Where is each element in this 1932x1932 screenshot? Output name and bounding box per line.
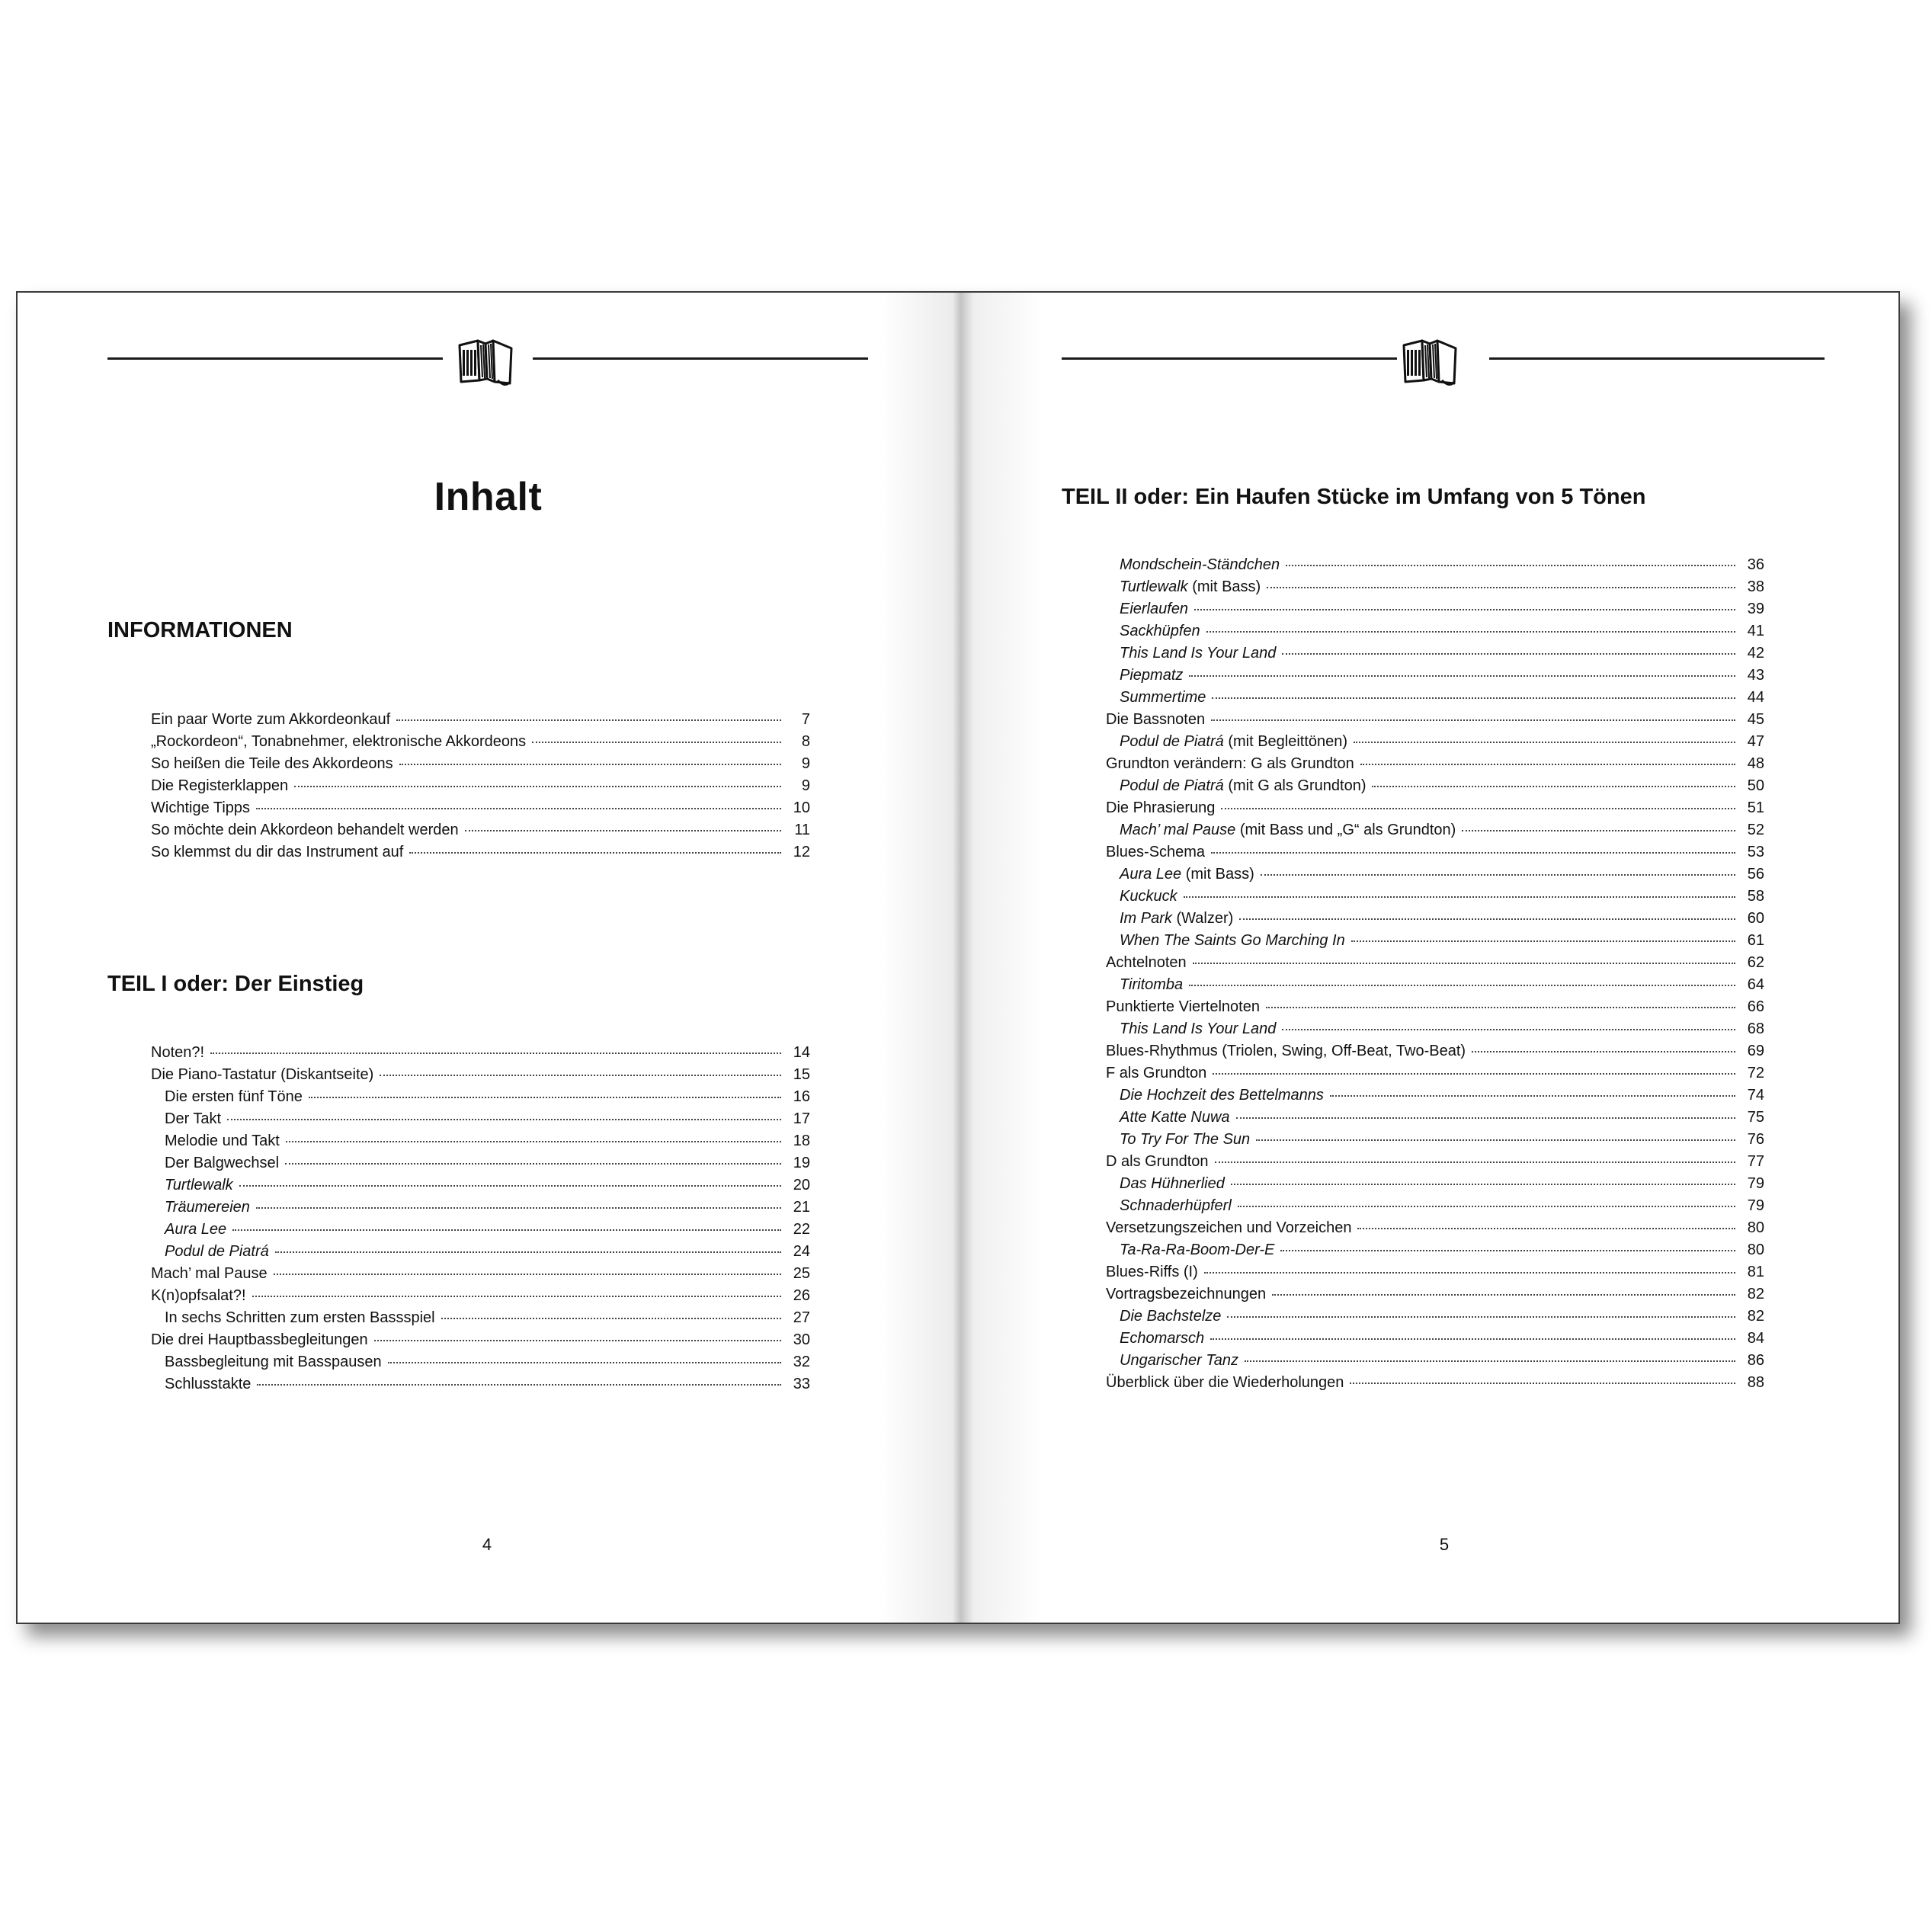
toc-entry-title-suffix: (mit Begleittönen)	[1223, 733, 1348, 750]
toc-entry-title-text: Wichtige Tipps	[151, 799, 251, 816]
section-heading-informationen: INFORMATIONEN	[107, 618, 293, 642]
toc-dot-leader	[1360, 750, 1735, 765]
toc-entry-title-text: Der Takt	[165, 1110, 222, 1127]
toc-entry-title-text: Blues-Riffs (I)	[1106, 1264, 1198, 1280]
toc-entry-title	[151, 841, 403, 863]
toc-entry-page: 8	[801, 733, 810, 750]
toc-dot-leader	[1261, 860, 1735, 876]
header-rule-left	[107, 357, 443, 360]
toc-entry-title-text: This Land Is Your Land	[1120, 1020, 1277, 1037]
right-page	[959, 293, 1898, 1623]
toc-entry-title-text: So heißen die Teile des Akkordeons	[151, 755, 393, 772]
toc-dot-leader	[252, 1282, 781, 1297]
toc-dot-leader	[1238, 1192, 1735, 1207]
toc-entry-title-text: K(n)opfsalat?!	[151, 1287, 246, 1304]
toc-entry-title-text: Die Hochzeit des Bettelmanns	[1120, 1087, 1324, 1104]
toc-entry-page: 9	[801, 755, 810, 772]
toc-list-teil-1	[151, 1042, 810, 1395]
toc-entry-page: 56	[1747, 866, 1764, 883]
toc-entry-page: 79	[1747, 1197, 1764, 1214]
toc-entry-page: 7	[801, 711, 810, 728]
toc-entry-title	[1106, 1062, 1206, 1085]
toc-entry	[151, 841, 810, 863]
toc-entry-title-text: Ein paar Worte zum Akkordeonkauf	[151, 711, 391, 728]
toc-entry-page: 60	[1747, 910, 1764, 927]
accordion-icon	[1399, 335, 1460, 389]
toc-entry-title	[165, 1219, 226, 1241]
toc-entry-page: 15	[793, 1066, 810, 1083]
toc-entry-title	[165, 1130, 280, 1152]
toc-dot-leader	[1221, 794, 1735, 809]
toc-dot-leader	[1210, 1325, 1735, 1340]
toc-dot-leader	[1239, 905, 1735, 920]
toc-entry-title-text: Aura Lee	[165, 1221, 227, 1238]
toc-entry-title-text: Piepmatz	[1120, 667, 1184, 684]
toc-entry-title-text: So möchte dein Akkordeon behandelt werden	[151, 822, 459, 838]
toc-entry-page: 41	[1747, 623, 1764, 639]
toc-entry-title	[165, 1174, 233, 1197]
toc-dot-leader	[1351, 927, 1735, 942]
toc-entry-page: 72	[1747, 1065, 1764, 1081]
toc-entry-page: 26	[793, 1287, 810, 1304]
toc-entry-title-text: Grundton verändern: G als Grundton	[1106, 755, 1354, 772]
toc-entry-page: 32	[793, 1354, 810, 1370]
page-title: Inhalt	[434, 475, 543, 519]
toc-dot-leader	[409, 838, 781, 854]
toc-entry-title-text: Achtelnoten	[1106, 954, 1187, 971]
page-number-right: 5	[1439, 1535, 1450, 1554]
toc-entry-page: 81	[1747, 1264, 1764, 1280]
toc-dot-leader	[286, 1127, 781, 1142]
toc-dot-leader	[274, 1260, 781, 1275]
toc-entry-title	[1106, 753, 1354, 775]
toc-entry-page: 24	[793, 1243, 810, 1260]
toc-entry-page: 75	[1747, 1109, 1764, 1126]
toc-entry-page: 79	[1747, 1175, 1764, 1192]
toc-entry-title	[1120, 598, 1188, 620]
toc-entry-page: 42	[1747, 645, 1764, 662]
toc-dot-leader	[1236, 1104, 1735, 1119]
toc-dot-leader	[1256, 1126, 1735, 1141]
toc-entry-page: 53	[1747, 844, 1764, 860]
toc-entry-page: 43	[1747, 667, 1764, 684]
toc-entry-title-text: Die Piano-Tastatur (Diskantseite)	[151, 1066, 374, 1083]
toc-dot-leader	[285, 1149, 781, 1165]
toc-entry-title-text: Versetzungszeichen und Vorzeichen	[1106, 1219, 1352, 1236]
toc-entry-page: 36	[1747, 556, 1764, 573]
toc-entry-title	[151, 1263, 268, 1285]
toc-dot-leader	[1472, 1037, 1735, 1053]
toc-dot-leader	[256, 794, 781, 809]
toc-entry-title	[151, 1042, 204, 1064]
toc-dot-leader	[532, 728, 781, 743]
toc-entry-title	[151, 709, 390, 731]
toc-entry-title	[1120, 731, 1347, 753]
toc-dot-leader	[374, 1326, 781, 1341]
toc-entry-page: 86	[1747, 1352, 1764, 1369]
toc-entry-title	[1120, 1350, 1238, 1372]
toc-dot-leader	[441, 1304, 781, 1319]
toc-entry-title-text: When The Saints Go Marching In	[1120, 932, 1345, 949]
toc-entry-title	[1120, 1306, 1221, 1328]
toc-entry-title-text: Die drei Hauptbassbegleitungen	[151, 1331, 368, 1348]
toc-dot-leader	[210, 1039, 781, 1054]
toc-entry-page: 61	[1747, 932, 1764, 949]
toc-entry-title-text: Ungarischer Tanz	[1120, 1352, 1239, 1369]
toc-entry-title	[1120, 1195, 1232, 1217]
toc-entry-title-text: Podul de Piatrá	[1120, 777, 1224, 794]
toc-entry-title	[1120, 974, 1183, 996]
toc-entry-title-text: D als Grundton	[1106, 1153, 1209, 1170]
toc-entry-title-text: So klemmst du dir das Instrument auf	[151, 844, 404, 860]
toc-entry-title-text: Turtlewalk	[165, 1177, 233, 1193]
toc-dot-leader	[1211, 706, 1735, 721]
toc-entry-page: 82	[1747, 1286, 1764, 1302]
section-heading-teil-2: TEIL II oder: Ein Haufen Stücke im Umfang von 5 Tönen	[1062, 485, 1646, 509]
toc-dot-leader	[1330, 1081, 1735, 1097]
toc-entry-title	[1120, 908, 1233, 930]
toc-entry-title-text: Tiritomba	[1120, 976, 1184, 993]
toc-dot-leader	[1184, 883, 1735, 898]
toc-entry-page: 50	[1747, 777, 1764, 794]
toc-dot-leader	[1462, 816, 1735, 831]
toc-entry-title-text: Noten?!	[151, 1044, 205, 1061]
toc-entry-title	[1120, 1018, 1276, 1040]
toc-entry-title-text: Das Hühnerlied	[1120, 1175, 1225, 1192]
toc-entry-title-suffix: (Walzer)	[1171, 910, 1234, 927]
toc-entry-page: 82	[1747, 1308, 1764, 1325]
toc-entry-title-text: Ta-Ra-Ra-Boom-Der-E	[1120, 1242, 1275, 1258]
toc-entry-page: 80	[1747, 1242, 1764, 1258]
toc-entry-title-text: In sechs Schritten zum ersten Bassspiel	[165, 1309, 435, 1326]
toc-entry-page: 17	[793, 1110, 810, 1127]
section-heading-teil-1: TEIL I oder: Der Einstieg	[107, 972, 364, 996]
toc-entry-page: 21	[793, 1199, 810, 1216]
toc-entry-title-suffix: (mit Bass und „G“ als Grundton)	[1235, 822, 1456, 838]
toc-entry-title	[1120, 687, 1206, 709]
toc-entry-title-text: „Rockordeon“, Tonabnehmer, elektronische Akkordeons	[151, 733, 527, 750]
toc-entry-title	[151, 1329, 368, 1351]
toc-entry-title	[165, 1241, 269, 1263]
toc-entry-title	[1106, 952, 1187, 974]
toc-entry-title	[1120, 620, 1200, 642]
toc-entry-page: 80	[1747, 1219, 1764, 1236]
toc-dot-leader	[380, 1061, 781, 1076]
header-rule-left	[1062, 357, 1397, 360]
toc-dot-leader	[1211, 838, 1735, 854]
toc-entry-title	[1106, 709, 1205, 731]
toc-entry-title	[1106, 1372, 1344, 1394]
toc-entry-title	[1106, 1151, 1209, 1173]
toc-entry-title	[1120, 1328, 1204, 1350]
toc-entry-title-text: Kuckuck	[1120, 888, 1177, 905]
toc-entry-title	[1106, 841, 1205, 863]
toc-dot-leader	[1206, 617, 1735, 633]
toc-entry-page: 38	[1747, 578, 1764, 595]
toc-entry-title	[1120, 1107, 1230, 1129]
toc-entry-title	[1120, 665, 1183, 687]
toc-entry-title	[151, 797, 250, 819]
toc-entry-page: 62	[1747, 954, 1764, 971]
toc-entry-page: 51	[1747, 799, 1764, 816]
toc-entry-title-text: Der Balgwechsel	[165, 1155, 280, 1171]
toc-entry-title-text: Träumereien	[165, 1199, 250, 1216]
toc-dot-leader	[399, 750, 781, 765]
toc-entry-page: 58	[1747, 888, 1764, 905]
toc-entry-title-text: Eierlaufen	[1120, 601, 1189, 617]
toc-dot-leader	[1189, 971, 1735, 986]
toc-dot-leader	[1372, 772, 1735, 787]
toc-entry-title-text: Mondschein-Ständchen	[1120, 556, 1280, 573]
toc-entry-title-text: Melodie und Takt	[165, 1133, 280, 1149]
toc-dot-leader	[1194, 595, 1735, 610]
toc-entry-page: 16	[793, 1088, 810, 1105]
toc-dot-leader	[1267, 573, 1735, 588]
toc-dot-leader	[1212, 684, 1735, 699]
toc-entry-title-text: This Land Is Your Land	[1120, 645, 1277, 662]
toc-dot-leader	[396, 706, 781, 721]
toc-entry-title	[1120, 554, 1280, 576]
toc-entry-title-text: Aura Lee	[1120, 866, 1182, 883]
toc-dot-leader	[1204, 1258, 1735, 1274]
toc-dot-leader	[1227, 1302, 1735, 1318]
toc-entry-title-text: Die Bachstelze	[1120, 1308, 1222, 1325]
toc-entry-title-text: F als Grundton	[1106, 1065, 1207, 1081]
toc-entry-title-text: Schlusstakte	[165, 1376, 252, 1392]
toc-entry-title-text: Punktierte Viertelnoten	[1106, 998, 1260, 1015]
toc-entry-title	[151, 1285, 246, 1307]
toc-dot-leader	[309, 1083, 781, 1098]
toc-entry-title-suffix: (mit Bass)	[1187, 578, 1261, 595]
toc-entry-title-text: To Try For The Sun	[1120, 1131, 1251, 1148]
toc-entry-title-text: Bassbegleitung mit Basspausen	[165, 1354, 382, 1370]
accordion-icon	[455, 335, 516, 389]
page-number-left: 4	[482, 1535, 492, 1554]
toc-entry-page: 22	[793, 1221, 810, 1238]
toc-entry-title-text: Im Park	[1120, 910, 1172, 927]
toc-dot-leader	[294, 772, 781, 787]
toc-entry-title-text: Summertime	[1120, 689, 1206, 706]
toc-dot-leader	[1350, 1369, 1735, 1384]
toc-entry-page: 19	[793, 1155, 810, 1171]
toc-entry-title-suffix: (mit G als Grundton)	[1223, 777, 1366, 794]
toc-entry-title	[1120, 886, 1177, 908]
toc-entry-page: 68	[1747, 1020, 1764, 1037]
toc-dot-leader	[1354, 728, 1735, 743]
toc-entry-page: 14	[793, 1044, 810, 1061]
toc-entry-title	[1120, 1173, 1225, 1195]
toc-entry-title-suffix: (mit Bass)	[1181, 866, 1254, 883]
toc-entry-title-text: Blues-Rhythmus (Triolen, Swing, Off-Beat, Two-Beat)	[1106, 1043, 1466, 1059]
toc-entry-page: 30	[793, 1331, 810, 1348]
toc-entry-page: 20	[793, 1177, 810, 1193]
toc-entry-page: 52	[1747, 822, 1764, 838]
toc-entry-title-text: Überblick über die Wiederholungen	[1106, 1374, 1344, 1391]
toc-dot-leader	[1213, 1059, 1735, 1075]
toc-entry-title-text: Schnaderhüpferl	[1120, 1197, 1232, 1214]
toc-entry-page: 64	[1747, 976, 1764, 993]
toc-entry-page: 44	[1747, 689, 1764, 706]
toc-dot-leader	[1231, 1170, 1735, 1185]
toc-entry-title-text: Echomarsch	[1120, 1330, 1205, 1347]
toc-dot-leader	[1272, 1280, 1735, 1296]
toc-entry-page: 12	[793, 844, 810, 860]
toc-dot-leader	[1245, 1347, 1735, 1362]
toc-dot-leader	[257, 1370, 781, 1386]
toc-entry-page: 69	[1747, 1043, 1764, 1059]
toc-entry-title-text: Die Bassnoten	[1106, 711, 1206, 728]
toc-entry-title-text: Sackhüpfen	[1120, 623, 1200, 639]
toc-entry-title-text: Atte Katte Nuwa	[1120, 1109, 1230, 1126]
toc-entry-page: 74	[1747, 1087, 1764, 1104]
toc-entry-page: 66	[1747, 998, 1764, 1015]
toc-entry-title-text: Die Phrasierung	[1106, 799, 1216, 816]
toc-entry-page: 47	[1747, 733, 1764, 750]
toc-entry-title-text: Podul de Piatrá	[1120, 733, 1224, 750]
toc-dot-leader	[1215, 1148, 1735, 1163]
toc-entry-title-text: Mach’ mal Pause	[1120, 822, 1236, 838]
toc-dot-leader	[1286, 551, 1735, 566]
toc-entry-title-text: Turtlewalk	[1120, 578, 1188, 595]
toc-list-informationen	[151, 709, 810, 863]
toc-dot-leader	[232, 1216, 781, 1231]
toc-dot-leader	[1280, 1236, 1735, 1251]
toc-entry-title	[1106, 996, 1260, 1018]
toc-entry	[1106, 1372, 1764, 1394]
header-rule-right	[533, 357, 868, 360]
toc-entry-page: 18	[793, 1133, 810, 1149]
toc-entry-title-text: Die ersten fünf Töne	[165, 1088, 303, 1105]
toc-dot-leader	[1189, 662, 1735, 677]
toc-entry-page: 84	[1747, 1330, 1764, 1347]
toc-dot-leader	[1193, 949, 1735, 964]
toc-entry-page: 10	[793, 799, 810, 816]
toc-entry-page: 48	[1747, 755, 1764, 772]
toc-entry-page: 88	[1747, 1374, 1764, 1391]
header-rule-right	[1489, 357, 1825, 360]
toc-dot-leader	[227, 1105, 781, 1120]
toc-list-teil-2	[1106, 554, 1764, 1394]
toc-dot-leader	[275, 1238, 781, 1253]
toc-entry-title-text: Blues-Schema	[1106, 844, 1206, 860]
toc-entry-page: 76	[1747, 1131, 1764, 1148]
toc-entry-title-text: Mach’ mal Pause	[151, 1265, 268, 1282]
toc-dot-leader	[465, 816, 781, 831]
toc-entry-title	[165, 1373, 251, 1395]
toc-entry-page: 39	[1747, 601, 1764, 617]
toc-entry	[151, 1373, 810, 1395]
toc-entry-title	[1106, 1261, 1198, 1283]
toc-entry-page: 77	[1747, 1153, 1764, 1170]
toc-entry-title	[1106, 797, 1215, 819]
left-page	[18, 293, 959, 1623]
toc-entry-page: 25	[793, 1265, 810, 1282]
toc-dot-leader	[1357, 1214, 1735, 1229]
toc-dot-leader	[239, 1171, 781, 1187]
toc-entry-page: 33	[793, 1376, 810, 1392]
toc-entry-title-text: Die Registerklappen	[151, 777, 289, 794]
toc-entry-page: 45	[1747, 711, 1764, 728]
toc-entry-page: 11	[794, 822, 810, 838]
toc-entry-title-text: Vortragsbezeichnungen	[1106, 1286, 1267, 1302]
toc-dot-leader	[1282, 639, 1735, 655]
open-book	[16, 291, 1900, 1624]
toc-entry-title-text: Podul de Piatrá	[165, 1243, 269, 1260]
toc-dot-leader	[256, 1193, 781, 1209]
toc-entry-page: 9	[801, 777, 810, 794]
toc-dot-leader	[1282, 1015, 1735, 1030]
toc-dot-leader	[388, 1348, 781, 1363]
toc-entry-page: 27	[793, 1309, 810, 1326]
toc-entry-title	[165, 1108, 221, 1130]
toc-dot-leader	[1266, 993, 1735, 1008]
